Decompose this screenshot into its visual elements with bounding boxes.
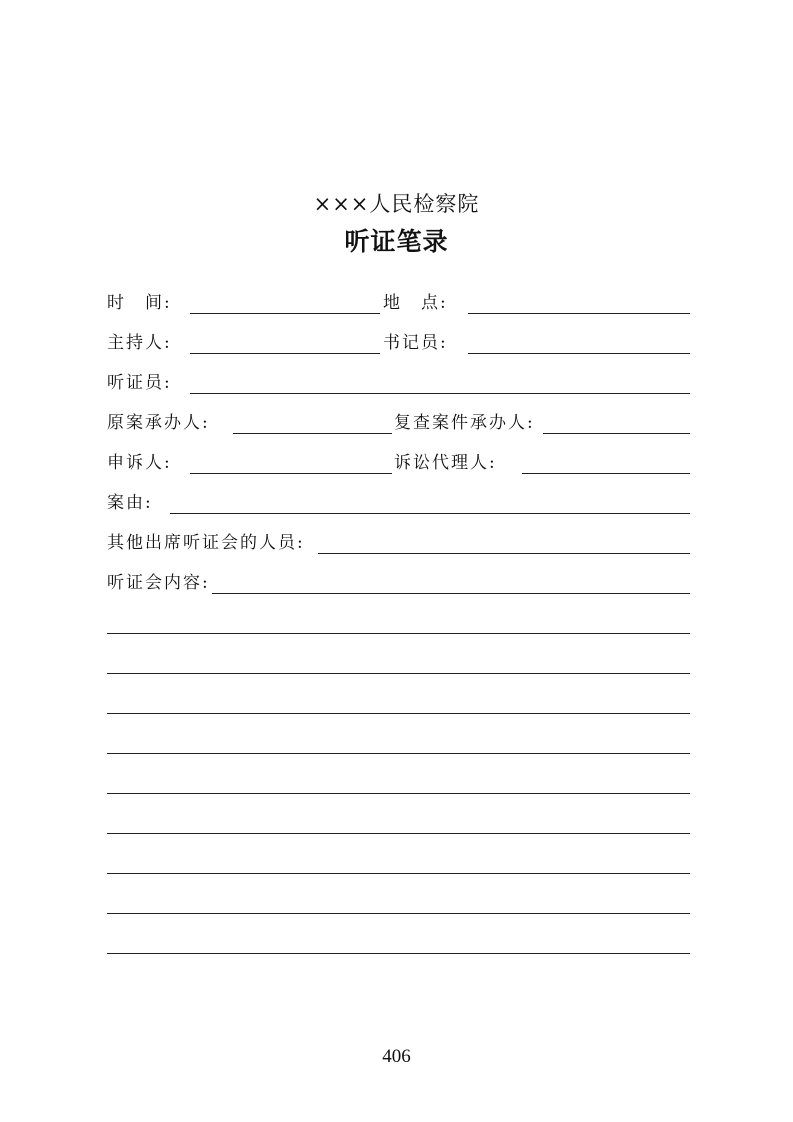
label-review-handler: 复查案件承办人: [394,413,535,433]
content-line[interactable] [107,673,690,674]
content-line[interactable] [107,713,690,714]
field-hearing-members-line[interactable] [190,393,690,394]
field-complainant-line[interactable] [190,473,392,474]
label-other-attendees: 其他出席听证会的人员: [107,533,305,553]
procuratorate-name: ×××人民检察院 [313,192,480,216]
label-original-handler: 原案承办人: [107,413,210,433]
page-title: 听证笔录 [344,227,449,256]
label-content: 听证会内容: [107,573,210,593]
label-complainant: 申诉人: [107,453,172,473]
content-line[interactable] [107,753,690,754]
label-agent: 诉讼代理人: [394,453,497,473]
field-original-handler-line[interactable] [233,433,392,434]
label-place: 地 点: [383,293,448,313]
field-time-line[interactable] [190,313,380,314]
content-line[interactable] [107,633,690,634]
field-agent-line[interactable] [522,473,690,474]
page-number: 406 [382,1046,411,1067]
label-hearing-members: 听证员: [107,373,172,393]
field-clerk-line[interactable] [468,353,690,354]
content-line[interactable] [107,793,690,794]
label-clerk: 书记员: [383,333,448,353]
field-cause-line[interactable] [170,513,690,514]
label-time: 时 间: [107,293,172,313]
label-cause: 案由: [107,493,153,513]
content-line[interactable] [107,873,690,874]
label-host: 主持人: [107,333,172,353]
content-line[interactable] [107,833,690,834]
content-line[interactable] [107,953,690,954]
content-line[interactable] [107,913,690,914]
field-content-line[interactable] [212,593,690,594]
field-review-handler-line[interactable] [543,433,690,434]
field-place-line[interactable] [468,313,690,314]
field-host-line[interactable] [190,353,380,354]
field-other-attendees-line[interactable] [318,553,690,554]
